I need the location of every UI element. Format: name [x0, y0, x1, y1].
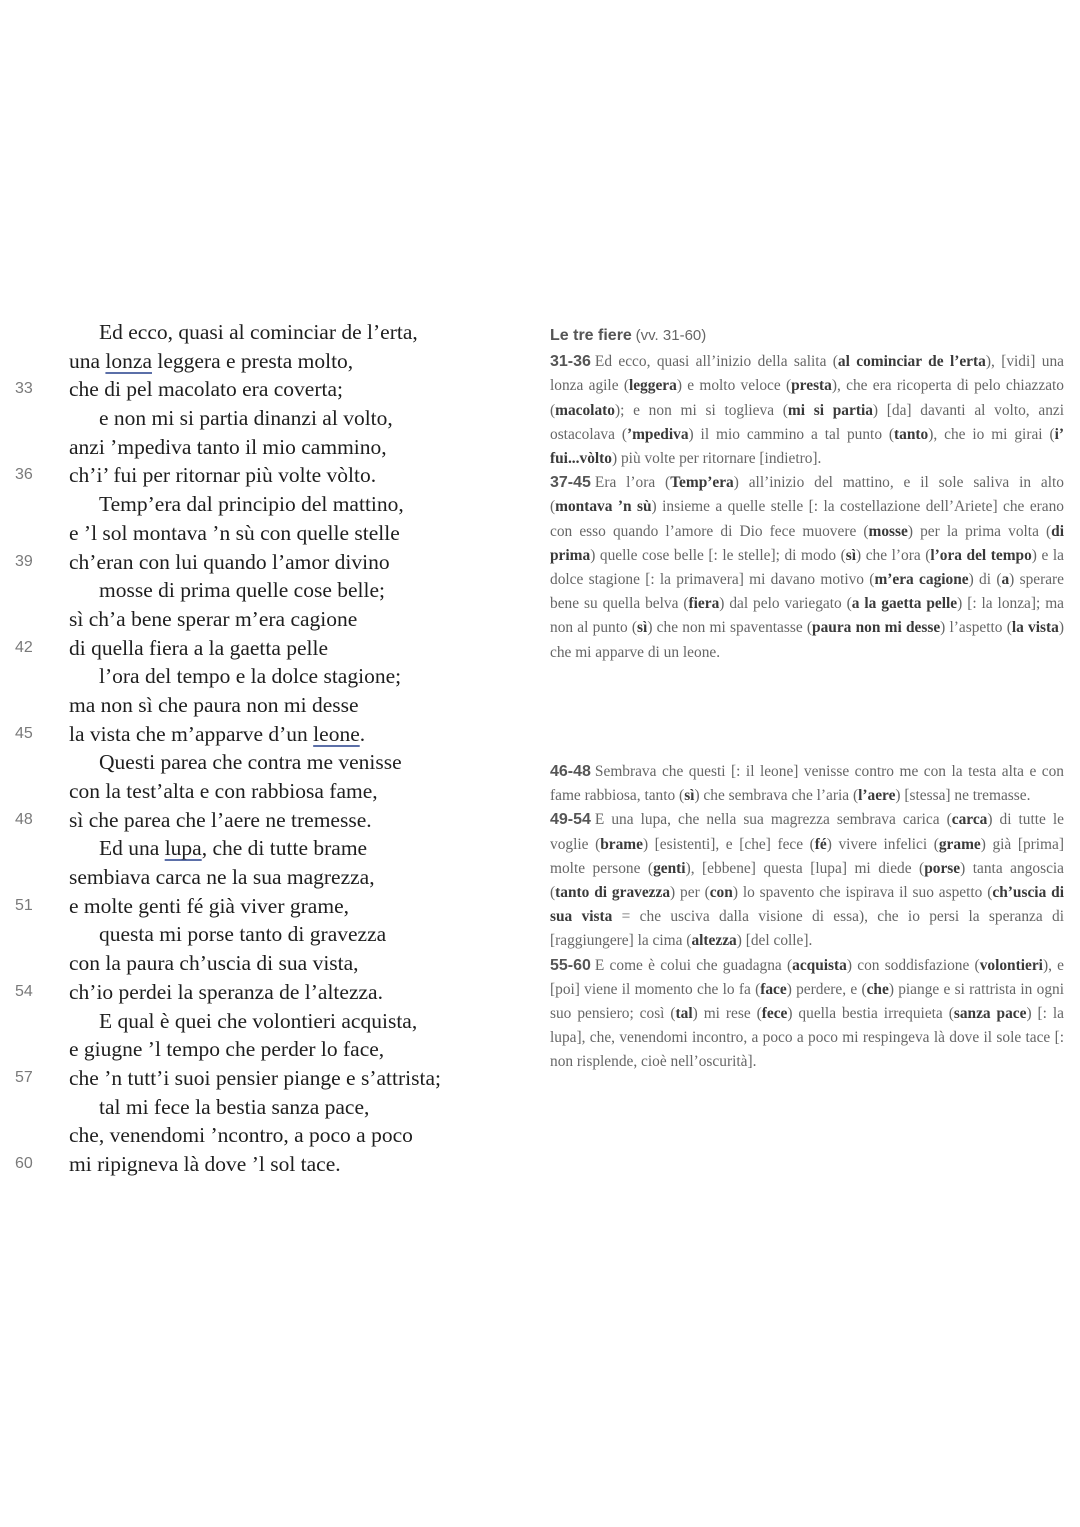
verse-text: [69, 978, 383, 1007]
note-gloss-term: al cominciar de l’erta: [837, 353, 986, 371]
note-text: E come è colui che guadagna (: [594, 956, 793, 974]
verse-fragment: ma non sì che paura non mi desse: [69, 692, 359, 717]
note-text: ) per la prima volta (: [907, 522, 1052, 540]
note-paragraph: [550, 350, 1064, 471]
note-gloss-term: sì: [684, 787, 695, 805]
note-gloss-term: Temp’era: [670, 474, 734, 492]
note-gloss-term: che: [866, 980, 889, 998]
note-text: ) che l’ora (: [856, 546, 931, 564]
verse-text: [99, 490, 404, 519]
verse-fragment: tal mi fece la bestia sanza pace,: [99, 1094, 370, 1119]
verse-fragment: che di pel macolato era coverta;: [69, 377, 343, 402]
note-text: ) vivere infelici (: [826, 835, 939, 853]
verse-line: [0, 1064, 520, 1093]
notes-heading-ref: (vv. 31-60): [635, 327, 707, 344]
verse-fragment: Ed ecco, quasi al cominciar de l’erta,: [99, 320, 418, 344]
verse-fragment: Temp’era dal principio del mattino,: [99, 492, 404, 517]
verse-line: [0, 662, 520, 691]
verse-fragment: di quella fiera a la gaetta pelle: [69, 635, 329, 660]
verse-line: [0, 1093, 520, 1122]
verse-line: [0, 634, 520, 663]
verse-line: [0, 806, 520, 835]
verse-line: [0, 691, 520, 720]
note-gloss-term: genti: [653, 859, 686, 877]
notes-heading: [550, 324, 1064, 348]
note-text: ) mi rese (: [692, 1005, 762, 1023]
note-gloss-term: a: [1001, 571, 1010, 589]
verse-fragment: che, venendomi ’ncontro, a poco a poco: [69, 1123, 413, 1148]
verse-fragment: con la paura ch’uscia di sua vista,: [69, 951, 359, 976]
verse-fragment: ch’i’ fui per ritornar più volte vòlto.: [69, 463, 377, 488]
verse-line: [0, 1035, 520, 1064]
verse-fragment: l’ora del tempo e la dolce stagione;: [99, 664, 402, 689]
note-text: Sembrava che questi [: il leone] venisse contro me con la testa alta e con fame rabbiosa, tanto (: [550, 763, 1064, 805]
note-gloss-term: presta: [791, 377, 832, 395]
note-verse-range: 55-60: [550, 956, 591, 974]
verse-fragment: sembiava carca ne la sua magrezza,: [69, 865, 375, 890]
verse-fragment: e giugne ’l tempo che perder lo face,: [69, 1037, 385, 1062]
note-gloss-term: i’ fui...vòlto: [550, 425, 1064, 468]
verse-text: [69, 1064, 441, 1093]
highlighted-word: lupa: [164, 836, 202, 861]
note-text: ) di tutte le voglie (: [550, 811, 1064, 853]
verse-text: [69, 1121, 413, 1150]
note-text: ) che sembrava che l’aria (: [694, 787, 859, 805]
note-gloss-term: volontieri: [979, 956, 1043, 974]
verse-fragment: anzi ’mpediva tanto il mio cammino,: [69, 434, 387, 459]
note-text: ) insieme a quelle stelle [: la costellazione dell’Ariete] che erano con esso quando l’amore di Dio fece muovere (: [550, 498, 1064, 540]
note-gloss-term: fece: [761, 1005, 788, 1023]
verse-text: [99, 318, 418, 347]
verse-fragment: e non mi si partia dinanzi al volto,: [99, 406, 393, 431]
verse-line: [0, 519, 520, 548]
note-text: ) per (: [670, 884, 710, 902]
note-gloss-term: montava ’n sù: [555, 498, 652, 516]
verse-fragment: sì che parea che l’aere ne tremesse.: [69, 807, 372, 832]
note-gloss-term: la vista: [1011, 619, 1059, 637]
note-gloss-term: porse: [924, 859, 961, 877]
verse-text: [69, 1035, 384, 1064]
note-gloss-term: di prima: [550, 522, 1064, 564]
note-text: ) e la dolce stagione [: la primavera] mi davano motivo (: [550, 546, 1064, 589]
verse-fragment: una: [69, 348, 106, 373]
verse-fragment: sì ch’a bene sperar m’era cagione: [69, 606, 358, 631]
verse-number: 36: [15, 466, 33, 484]
note-verse-range: 49-54: [550, 811, 591, 829]
note-text: ) quella bestia irrequieta (: [787, 1005, 954, 1023]
note-paragraph: [550, 471, 1064, 665]
note-text: ), che io mi girai (: [928, 425, 1055, 443]
verse-number: 39: [15, 552, 33, 570]
verse-line: [0, 748, 520, 777]
verse-line: [0, 605, 520, 634]
verse-fragment: E qual è quei che volontieri acquista,: [99, 1008, 418, 1033]
note-paragraph: [550, 954, 1064, 1075]
verse-fragment: con la test’alta e con rabbiosa fame,: [69, 779, 378, 803]
verse-text: [69, 949, 359, 978]
verse-text: [69, 777, 378, 806]
notes-group-a: [550, 350, 1064, 665]
note-gloss-term: tanto: [894, 425, 929, 443]
verse-line: [0, 978, 520, 1007]
verse-fragment: e molte genti fé già viver grame,: [69, 893, 349, 918]
highlighted-word: lonza: [105, 348, 152, 373]
note-text: ) piange e si rattrista in ogni suo pensiero; così (: [550, 980, 1065, 1023]
verse-text: [69, 806, 372, 835]
verse-text: [69, 433, 387, 462]
note-gloss-term: tal: [675, 1005, 693, 1023]
verse-text: [69, 720, 365, 749]
note-gloss-term: ’mpediva: [626, 425, 689, 443]
verse-number: 45: [15, 724, 33, 742]
verse-number: 51: [15, 896, 33, 914]
verse-line: [0, 720, 520, 749]
note-verse-range: 37-45: [550, 474, 591, 492]
verse-fragment: leggera e presta molto,: [151, 348, 354, 373]
note-gloss-term: fiera: [688, 595, 720, 613]
verse-line: [0, 892, 520, 921]
note-text: E una lupa, che nella sua magrezza sembrava carica (: [594, 811, 952, 829]
note-gloss-term: brame: [600, 835, 643, 853]
verse-text: [99, 834, 367, 863]
note-gloss-term: acquista: [792, 956, 847, 974]
note-text: ) perdere, e (: [786, 980, 867, 998]
verse-fragment: questa mi porse tanto di gravezza: [99, 922, 387, 947]
note-text: ) l’aspetto (: [940, 619, 1012, 637]
verse-fragment: ch’io perdei la speranza de l’altezza.: [69, 979, 383, 1004]
note-text: Era l’ora (: [594, 474, 671, 492]
note-text: = che usciva dalla visione di essa), che io persi la speranza di [raggiungere] la cima (: [550, 908, 1065, 950]
verse-text: [69, 519, 400, 548]
note-text: ) [del colle].: [736, 932, 813, 950]
note-text: ) quelle cose belle [: le stelle]; di modo (: [590, 546, 846, 564]
verse-fragment: e ’l sol montava ’n sù con quelle stelle: [69, 520, 400, 545]
verse-line: [0, 461, 520, 490]
verse-fragment: mosse di prima quelle cose belle;: [99, 578, 385, 603]
verse-fragment: , che di tutte brame: [201, 836, 368, 861]
note-gloss-term: sì: [637, 619, 648, 637]
verse-number: 54: [15, 982, 33, 1000]
note-text: ) [da] davanti al volto, anzi ostacolava (: [550, 401, 1064, 443]
verse-text: [69, 548, 390, 577]
verse-line: [0, 318, 520, 347]
notes-column-bottom: [550, 760, 1064, 1075]
note-text: ) [: la lupa], che, venendomi incontro, a poco a poco mi respingeva là dove il sole tace [: non risplende, cioè nell’oscurità].: [550, 1005, 1064, 1071]
note-text: ) lo spavento che ispirava il suo aspetto (: [732, 884, 993, 902]
verse-line: [0, 490, 520, 519]
note-paragraph: [550, 808, 1064, 953]
verse-line: [0, 949, 520, 978]
note-text: ) [esistenti], e [che] fece (: [642, 835, 815, 853]
notes-heading-title: Le tre fiere: [550, 327, 632, 344]
verse-number: 33: [15, 380, 33, 398]
verse-text: [69, 1150, 341, 1179]
verse-text: [69, 691, 359, 720]
highlighted-word: leone: [313, 721, 360, 746]
verse-line: [0, 347, 520, 376]
verse-number: 48: [15, 810, 33, 828]
note-gloss-term: altezza: [691, 932, 737, 950]
note-gloss-term: macolato: [555, 401, 615, 419]
note-verse-range: 31-36: [550, 353, 591, 371]
verse-number: 60: [15, 1154, 33, 1172]
notes-group-b: [550, 760, 1064, 1075]
verse-text: [69, 892, 349, 921]
verse-text: [99, 920, 386, 949]
verse-text: [69, 605, 357, 634]
note-gloss-term: mosse: [868, 522, 908, 540]
verse-text: [69, 461, 376, 490]
note-text: ) con soddisfazione (: [846, 956, 980, 974]
note-text: ) sperare bene su quella belva (: [550, 571, 1065, 613]
verse-fragment: .: [359, 721, 366, 746]
note-gloss-term: fé: [814, 835, 827, 853]
note-text: ) di (: [968, 571, 1002, 589]
verse-fragment: Questi parea che contra me venisse: [99, 750, 402, 775]
verse-line: [0, 834, 520, 863]
notes-column-top: [550, 324, 1064, 665]
note-text: ) all’inizio del mattino, e il sole saliva in alto (: [550, 474, 1064, 516]
note-text: ), [ebbene] questa [lupa] mi diede (: [685, 859, 925, 877]
note-text: ) [stessa] ne tremasse.: [895, 787, 1031, 805]
verse-fragment: la vista che m’apparve d’un: [69, 721, 314, 746]
note-text: ) più volte per ritornare [indietro].: [612, 450, 822, 468]
note-verse-range: 46-48: [550, 763, 591, 780]
verse-line: [0, 404, 520, 433]
note-text: ); e non mi si toglieva (: [614, 401, 788, 419]
verse-line: [0, 433, 520, 462]
note-text: ) e molto veloce (: [676, 377, 792, 395]
verse-text: [99, 576, 385, 605]
note-text: ) che mi apparve di un leone.: [550, 619, 1064, 661]
verse-fragment: ch’eran con lui quando l’amor divino: [69, 549, 390, 574]
verse-line: [0, 1121, 520, 1150]
note-gloss-term: l’aere: [858, 787, 896, 805]
note-text: ) tanta angoscia (: [550, 859, 1065, 902]
verse-line: [0, 548, 520, 577]
note-text: ) [: la lonza]; ma non al punto (: [550, 595, 1065, 637]
note-gloss-term: face: [760, 980, 787, 998]
note-gloss-term: ch’uscia di sua vista: [550, 884, 1064, 926]
note-text: ), che era ricoperta di pelo chiazzato (: [550, 377, 1064, 419]
note-gloss-term: l’ora del tempo: [930, 546, 1032, 564]
note-gloss-term: paura non mi desse: [812, 619, 941, 637]
note-text: ) dal pelo variegato (: [719, 595, 852, 613]
verse-fragment: mi ripigneva là dove ’l sol tace.: [69, 1151, 341, 1176]
note-gloss-term: a la gaetta pelle: [851, 595, 958, 613]
note-text: ) già [prima] molte persone (: [550, 835, 1064, 877]
verse-text: [99, 1093, 369, 1122]
verse-line: [0, 1007, 520, 1036]
note-gloss-term: tanto di gravezza: [555, 884, 671, 902]
note-text: Ed ecco, quasi all’inizio della salita (: [594, 353, 838, 371]
note-text: ) che non mi spaventasse (: [647, 619, 813, 637]
verse-number: 42: [15, 638, 33, 656]
verse-text: [99, 1007, 417, 1036]
note-paragraph: [550, 760, 1064, 808]
verse-line: [0, 576, 520, 605]
verse-line: [0, 863, 520, 892]
verse-fragment: che ’n tutt’i suoi pensier piange e s’attrista;: [69, 1065, 441, 1090]
verse-number: 57: [15, 1068, 33, 1086]
verse-line: [0, 777, 520, 806]
verse-text: [99, 748, 402, 777]
verse-text: [69, 375, 343, 404]
note-text: ), [vidi] una lonza agile (: [550, 353, 1064, 395]
verse-line: [0, 920, 520, 949]
note-gloss-term: con: [709, 884, 733, 902]
verse-text: [99, 404, 393, 433]
note-gloss-term: grame: [938, 835, 981, 853]
note-gloss-term: carca: [951, 811, 988, 829]
verse-text: [99, 662, 401, 691]
verse-text: [69, 347, 353, 376]
verse-text: [69, 634, 328, 663]
note-gloss-term: leggera: [628, 377, 677, 395]
note-gloss-term: m’era cagione: [874, 571, 969, 589]
note-text: ), e [poi] viene il momento che lo fa (: [550, 956, 1064, 998]
note-gloss-term: sì: [845, 546, 857, 564]
poem-text: [0, 318, 520, 1179]
verse-text: [69, 863, 375, 892]
note-gloss-term: mi si partia: [787, 401, 873, 419]
note-gloss-term: sanza pace: [953, 1005, 1027, 1023]
verse-line: [0, 1150, 520, 1179]
verse-line: [0, 375, 520, 404]
verse-fragment: Ed una: [99, 836, 165, 861]
note-text: ) il mio cammino a tal punto (: [688, 425, 895, 443]
